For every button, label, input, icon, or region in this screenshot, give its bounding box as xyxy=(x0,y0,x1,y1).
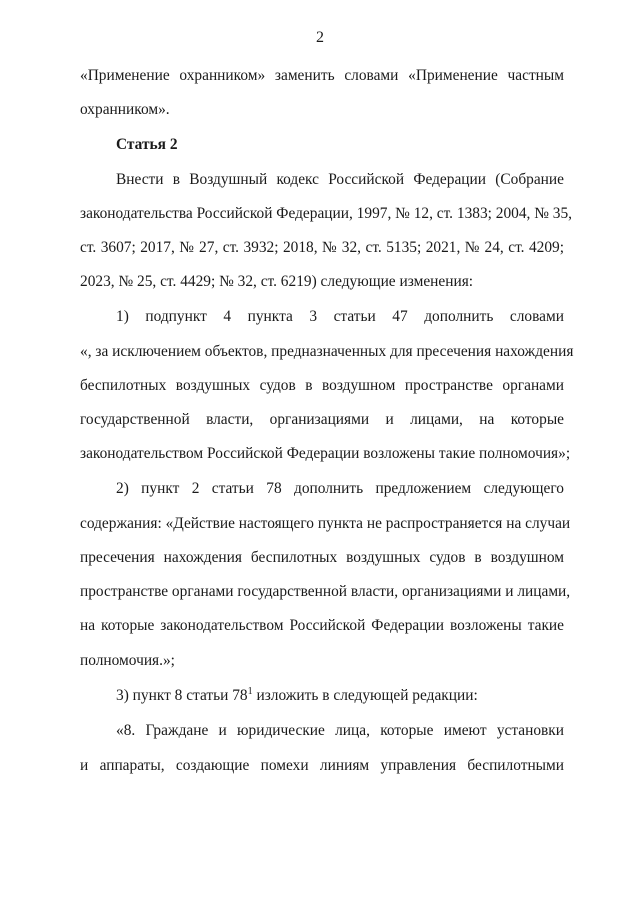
item3-after: изложить в следующей редакции: xyxy=(252,687,478,704)
text-line: «Применение охранником» заменить словами «Применение частным xyxy=(80,67,564,84)
text-line: и аппараты, создающие помехи линиям управления беспилотными xyxy=(80,757,564,774)
text-line: «, за исключением объектов, предназначенных для пресечения нахождения xyxy=(80,343,574,360)
article-heading: Статья 2 xyxy=(116,136,178,153)
text-line: охранником». xyxy=(80,101,170,118)
text-line: «8. Граждане и юридические лица, которые имеют установки xyxy=(116,722,564,739)
item3-before: 3) пункт 8 статьи 78 xyxy=(116,687,248,704)
item3-superscript: 1 xyxy=(247,685,253,697)
text-line: Внести в Воздушный кодекс Российской Федерации (Собрание xyxy=(116,171,564,188)
text-line: законодательством Российской Федерации возложены такие полномочия»; xyxy=(80,445,571,462)
text-line: содержания: «Действие настоящего пункта не распространяется на случаи xyxy=(80,515,571,532)
text-line xyxy=(116,686,564,706)
text-line: 1) подпункт 4 пункта 3 статьи 47 дополнить словами xyxy=(116,308,564,325)
text-line: полномочия.»; xyxy=(80,652,175,669)
text-line: ст. 3607; 2017, № 27, ст. 3932; 2018, № 32, ст. 5135; 2021, № 24, ст. 4209; xyxy=(80,239,564,256)
text-line: законодательства Российской Федерации, 1997, № 12, ст. 1383; 2004, № 35, xyxy=(80,205,573,222)
text-line: беспилотных воздушных судов в воздушном пространстве органами xyxy=(80,377,564,394)
text-line: на которые законодательством Российской Федерации возложены такие xyxy=(80,617,564,634)
text-line: пространстве органами государственной власти, организациями и лицами, xyxy=(80,583,571,600)
text-line: пресечения нахождения беспилотных воздушных судов в воздушном xyxy=(80,549,564,566)
text-line: государственной власти, организациями и лицами, на которые xyxy=(80,411,564,428)
text-line: 2) пункт 2 статьи 78 дополнить предложением следующего xyxy=(116,480,564,497)
text-line: 2023, № 25, ст. 4429; № 32, ст. 6219) следующие изменения: xyxy=(80,273,474,290)
page-number: 2 xyxy=(316,29,324,46)
